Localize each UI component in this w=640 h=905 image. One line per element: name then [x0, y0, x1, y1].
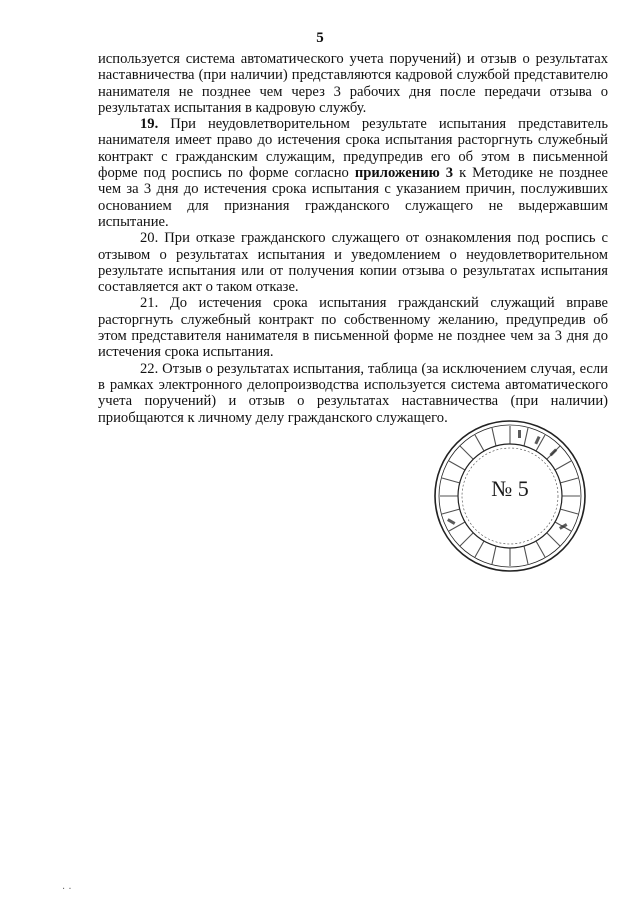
stamp-label: № 5	[491, 476, 529, 501]
footer-mark: · ·	[62, 884, 72, 895]
paragraph-19-number: 19.	[140, 116, 159, 133]
page-number: 5	[316, 30, 324, 46]
paragraph-20: 20. При отказе гражданского служащего от ознакомления под роспись с отзывом о результатах испытания и уведомлением о неудовлетворительном результате испытания или от получения копии отзыва о результатах испытания составляется акт о таком отказе.	[98, 230, 608, 296]
paragraph-19-text-end: к Методике не позднее чем за 3 дня до истечения срока испытания с указанием причин, послуживших основанием для признания гражданского служащего не выдержавшим испытание.	[98, 165, 609, 230]
appendix-reference: приложению 3	[354, 165, 454, 182]
paragraph-19-text-start: При неудовлетворительном результате испытания представитель нанимателя имеет право до истечения срока испытания расторгнуть служебный контракт с гражданским служащим, предупредив его об этом в письменной форме под роспись по форме согласно	[98, 116, 608, 182]
paragraph-continued: используется система автоматического учета поручений) и отзыв о результатах наставничества (при наличии) представляются кадровой службой представителю нанимателя не позднее чем через 3 рабочих дня после передачи отзыва о результатах испытания в кадровую службу.	[98, 51, 608, 116]
paragraph-22: 22. Отзыв о результатах испытания, таблица (за исключением случая, если в рамках электронного делопроизводства используется система автоматического учета поручений) и отзыв о результатах наставничества (при наличии) приобщаются к личному делу гражданского служащего.	[98, 360, 608, 426]
round-stamp	[432, 418, 588, 574]
document-body	[98, 51, 608, 426]
paragraph-21: 21. До истечения срока испытания гражданский служащий вправе расторгнуть служебный контракт по собственному желанию, предупредив об этом представителя нанимателя в письменной форме не позднее чем за 3 дня до истечения срока испытания.	[98, 295, 608, 361]
paragraph-19	[98, 116, 608, 230]
